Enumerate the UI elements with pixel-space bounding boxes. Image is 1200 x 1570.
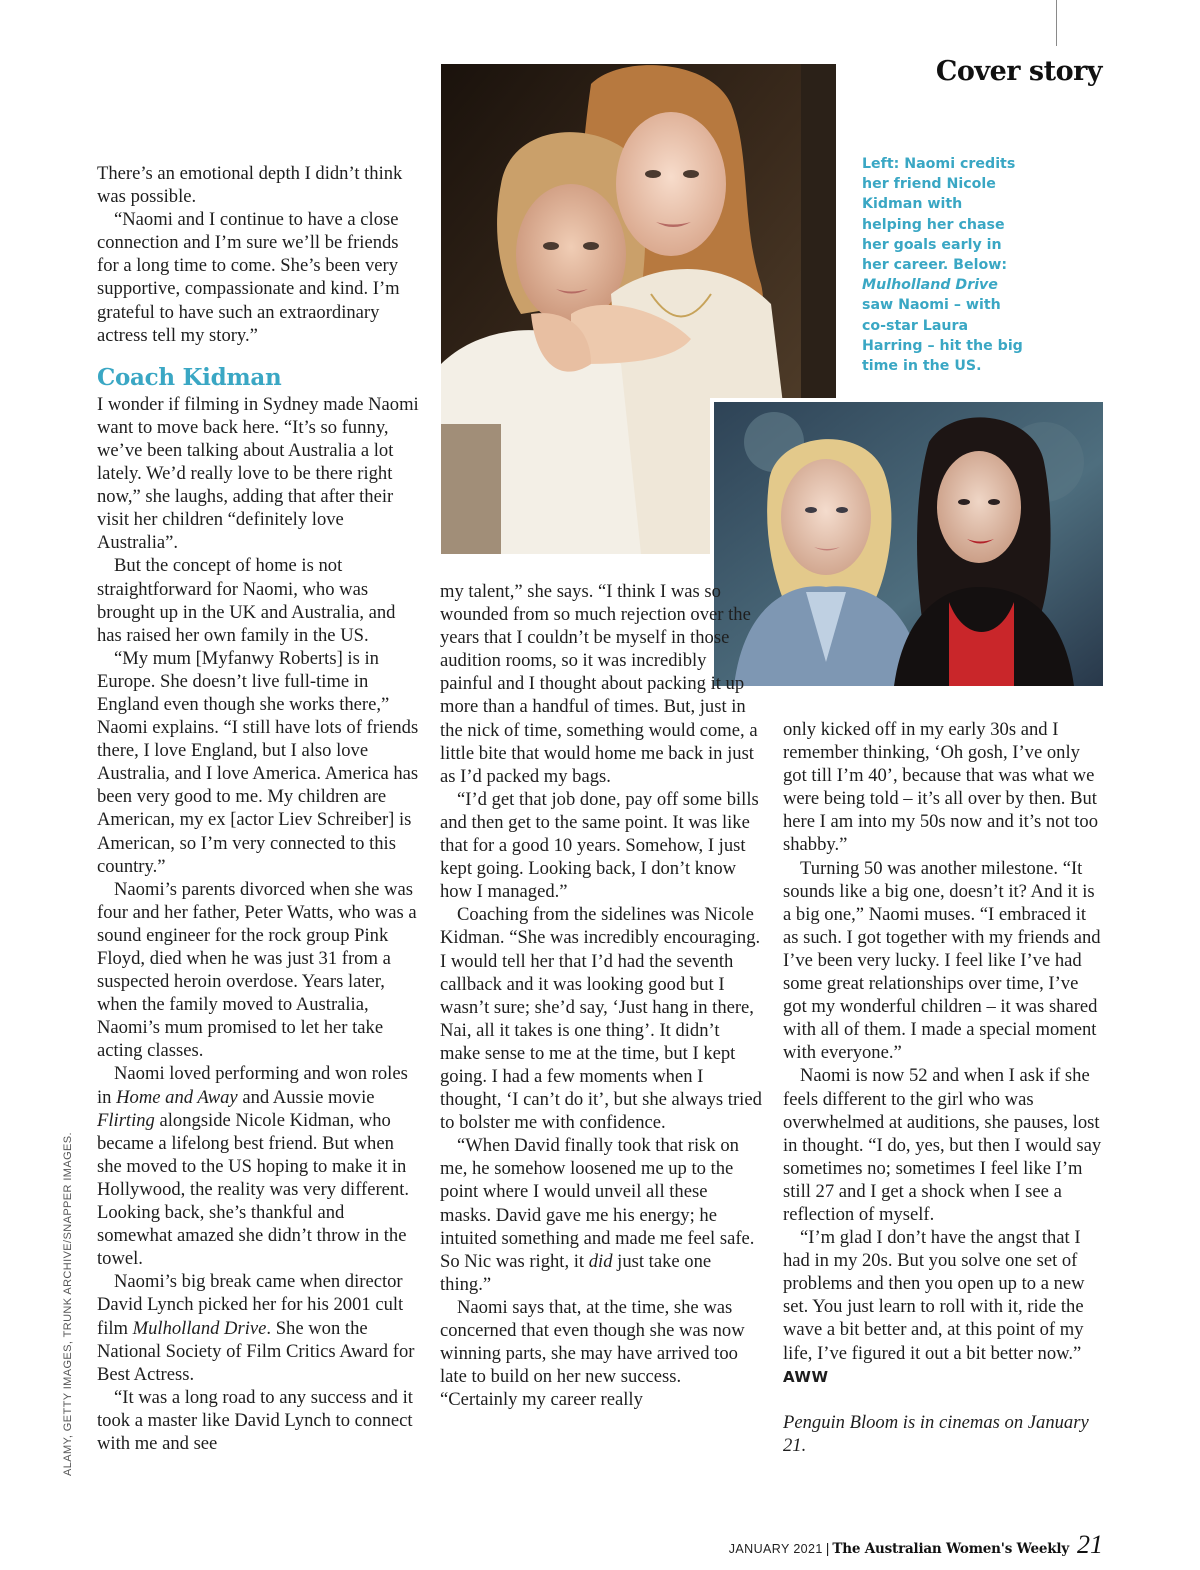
paragraph: “My mum [Myfanwy Roberts] is in Europe. She doesn’t live full-time in England even though she works there,” Naomi explains. “I still have lots of friends there, I love England, but I also love Australia, and I love America. America has been very good to me. My children are American, my ex [actor Liev Schreiber] is American, so I’m very connected to this country.”: [97, 647, 419, 877]
paragraph: But the concept of home is not straightforward for Naomi, who was brought up in the UK and Australia, and has raised her own family in the US.: [97, 555, 396, 646]
article-column-2: [440, 580, 762, 1411]
closing-note: Penguin Bloom is in cinemas on January 21.: [783, 1411, 1089, 1456]
paragraph: I wonder if filming in Sydney made Naomi want to move back here. “It’s so funny, we’ve been talking about Australia a lot lately. We’d really love to be there right now,” she laughs, adding that after their visit her children “definitely love Australia”.: [97, 393, 419, 554]
paragraph: [97, 1270, 419, 1385]
caption-text-1: Left: Naomi credits her friend Nicole Kidman with helping her chase her goals early in her career. Below:: [862, 156, 1016, 274]
emphasis-run: did: [588, 1250, 613, 1272]
photo-credit: ALAMY, GETTY IMAGES, TRUNK ARCHIVE/SNAPPER IMAGES.: [62, 1132, 74, 1476]
footer-month: JANUARY 2021: [728, 1542, 823, 1556]
text-run: “I’m glad I don’t have the angst that I had in my 20s. But you solve one set of problems and then you open up to a new set. You just learn to roll with it, ride the wave a bit better and, at this point of my life, I’ve figured it out a bit better now.”: [783, 1227, 1085, 1364]
text-run: “When David finally took that risk on me, he somehow loosened me up to the point where I would unveil all these masks. David gave me his energy; he intuited something and made me feel safe. So Nic was right, it: [440, 1135, 755, 1272]
paragraph: Naomi is now 52 and when I ask if she feels different to the girl who was overwhelmed at auditions, she pauses, lost in thought. “I do, yes, but then I would say sometimes no; sometimes I feel like I’m still 27 and I get a shock when I see a reflection of myself.: [783, 1065, 1102, 1225]
paragraph: [440, 1134, 762, 1296]
photo-mulholland-drive: [710, 398, 1103, 686]
caption-film-title: Mulholland Drive: [862, 277, 998, 294]
title-run: Home and Away: [116, 1086, 238, 1108]
page-footer: [729, 1530, 1103, 1560]
text-run: Naomi’s big break came when director David Lynch picked her for his 2001 cult film: [97, 1271, 404, 1339]
text-run: just take one thing.”: [440, 1250, 712, 1295]
footer-separator: |: [825, 1540, 830, 1556]
paragraph: Coaching from the sidelines was Nicole Kidman. “She was incredibly encouraging. I would tell her that I’d had the seventh callback and it was looking good but I wasn’t sure; she’d say, ‘Just hang in there, Nai, all it takes is one thing’. It didn’t make sense to me at the time, but I kept going. I had a few moments when I thought, ‘I can’t do it’, but she always tried to bolster me with confidence.: [440, 904, 762, 1134]
title-run: Mulholland Drive: [132, 1317, 267, 1339]
text-run: Naomi loved performing and won roles in: [97, 1063, 408, 1108]
section-label: Cover story: [935, 56, 1102, 87]
article-column-3: [783, 718, 1105, 1457]
caption-text-2: saw Naomi – with co-star Laura Harring – hit the big time in the US.: [862, 297, 1023, 375]
text-run: . She won the National Society of Film Critics Award for Best Actress.: [97, 1317, 415, 1385]
paragraph: “It was a long road to any success and it took a master like David Lynch to connect with me and see: [97, 1386, 413, 1454]
paragraph: Turning 50 was another milestone. “It sounds like a big one, doesn’t it? And it is a big one,” Naomi muses. “I embraced it as such. I got together with my friends and I’ve been very lucky. I feel like I’ve had some great relationships over time, I’ve got my wonderful children – it was shared with all of them. I made a special moment with everyone.”: [783, 857, 1101, 1064]
paragraph: Naomi’s parents divorced when she was four and her father, Peter Watts, who was a sound engineer for the rock group Pink Floyd, died when he was just 31 from a suspected heroin overdose. Years later, when the family moved to Australia, Naomi’s mum promised to let her take acting classes.: [97, 878, 417, 1062]
paragraph: “I’d get that job done, pay off some bills and then get to the same point. It was like that for a good 10 years. Somehow, I just kept going. Looking back, I don’t know how I managed.”: [440, 788, 759, 903]
article-column-1: [97, 162, 419, 1455]
photo-caption: [862, 154, 1027, 376]
paragraph: [97, 1062, 419, 1270]
paragraph: my talent,” she says. “I think I was so wounded from so much rejection over the years that I couldn’t be myself in those audition rooms, so it was incredibly painful and I thought about packing it up more than a handful of times. But, just in the nick of time, something would come, a little bite that would home me back in just as I’d packed my bags.: [440, 581, 758, 787]
paragraph: Naomi says that, at the time, she was concerned that even though she was now winning parts, she may have arrived too late to build on her new success. “Certainly my career really: [440, 1296, 745, 1411]
paragraph: [783, 1226, 1105, 1389]
text-run: and Aussie movie: [237, 1086, 375, 1108]
footer-magazine-title: The Australian Women's Weekly: [832, 1541, 1069, 1557]
subheading: Coach Kidman: [97, 363, 282, 391]
text-run: alongside Nicole Kidman, who became a lifelong best friend. But when she moved to the US hoping to make it in Hollywood, the reality was very different. Looking back, she’s thankful and somewhat amazed she didn’t throw in the towel.: [97, 1109, 410, 1270]
end-mark: AWW: [783, 1367, 829, 1386]
title-run: Flirting: [97, 1109, 155, 1131]
paragraph: “Naomi and I continue to have a close connection and I’m sure we’ll be friends for a long time to come. She’s been very supportive, compassionate and kind. I’m grateful to have such an extraordinary actress tell my story.”: [97, 209, 400, 346]
paragraph: only kicked off in my early 30s and I remember thinking, ‘Oh gosh, I’ve only got till I’m 40’, because that was what we were being told – it’s all over by then. But here I am into my 50s now and it’s not too shabby.”: [783, 719, 1099, 856]
page-number: 21: [1077, 1530, 1103, 1559]
paragraph: There’s an emotional depth I didn’t think was possible.: [97, 163, 403, 208]
top-rule: [1056, 0, 1057, 46]
